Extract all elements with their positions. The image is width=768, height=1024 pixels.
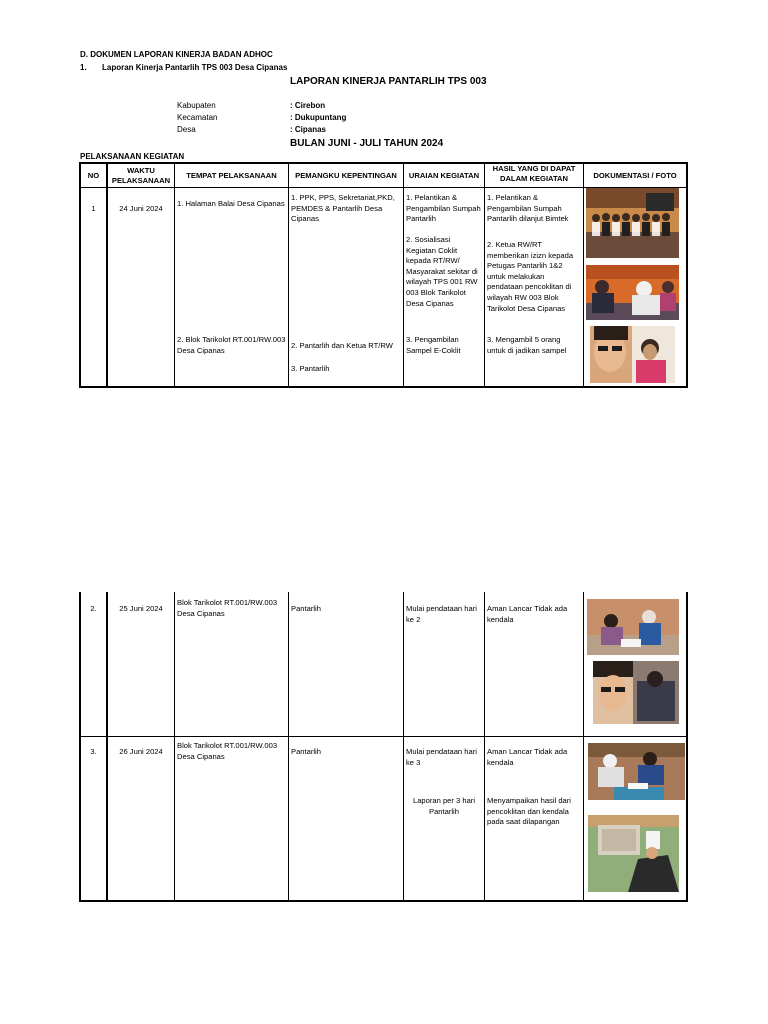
info-value-desa: : Cipanas [290,125,327,134]
row2-uraian: Mulai pendataan hari ke 2 [406,604,477,624]
row1-pemangku-2: 2. Pantarlih dan Ketua RT/RW [291,341,393,350]
photo-pendataan-hari-2a [587,599,679,655]
col-header-dokumentasi: DOKUMENTASI / FOTO [593,170,677,180]
photo-pendataan-hari-2b [593,661,679,724]
period-title: BULAN JUNI - JULI TAHUN 2024 [290,138,444,149]
table-border-bottom [79,900,688,902]
col-divider [484,592,485,901]
col-divider [583,162,584,387]
main-title: LAPORAN KINERJA PANTARLIH TPS 003 [290,76,487,87]
col-header-waktu: WAKTU PELAKSANAAN [111,165,171,185]
row1-uraian-1: 1. Pelantikan & Pengambilan Sumpah Pantarlih [406,193,481,224]
row3-uraian-1: Mulai pendataan hari ke 3 [406,747,477,767]
section-title: D. DOKUMEN LAPORAN KINERJA BADAN ADHOC [80,50,273,59]
row2-no: 2. [90,604,97,613]
row3-no: 3. [90,747,97,756]
col-divider [403,592,404,901]
col-divider [583,592,584,901]
info-value-kecamatan: : Dukupuntang [290,113,347,122]
col-header-tempat: TEMPAT PELAKSANAAN [186,170,277,180]
photo-pendataan-hari-3 [588,743,685,800]
table-border-bottom [79,386,688,388]
row3-uraian-2: Laporan per 3 hari Pantarlih [412,796,476,816]
row3-hasil-2: Menyampaikan hasil dari pencoklitan dan kendala pada saat dilapangan [487,796,571,827]
row3-hasil-1: Aman Lancar Tidak ada kendala [487,747,568,767]
col-divider [106,162,108,388]
row-divider [79,736,688,737]
row1-hasil-1: 1. Pelantikan & Pengambilan Sumpah Pantarlih dilanjut Bimtek [487,193,569,224]
info-label-kabupaten: Kabupaten [177,101,216,110]
row3-tempat: Blok Tarikolot RT.001/RW.003 Desa Cipanas [177,741,278,761]
row1-waktu: 24 Juni 2024 [119,204,163,213]
table-border-right [686,592,688,902]
row1-tempat-1: 1. Halaman Balai Desa Cipanas [177,199,285,208]
photo-sosialisasi [586,265,679,320]
row1-uraian-2: 2. Sosialisasi Kegiatan Coklit kepada RT/RW/ Masyarakat sekitar di wilayah TPS 001 RW 003 Blok Tarikolot Desa Cipanas [406,235,478,308]
row2-waktu: 25 Juni 2024 [119,604,163,613]
col-divider [174,592,175,901]
col-divider [288,592,289,901]
row2-hasil: Aman Lancar Tidak ada kendala [487,604,568,624]
row1-no: 1 [91,204,96,213]
table-caption: PELAKSANAAN KEGIATAN [80,152,185,161]
subsection-title: Laporan Kinerja Pantarlih TPS 003 Desa Cipanas [102,63,288,72]
photo-sampel-ecoklit [590,326,675,383]
row1-hasil-3: 3. Mengambil 5 orang untuk di jadikan sampel [487,335,567,355]
info-value-kabupaten: : Cirebon [290,101,326,110]
row2-pemangku: Pantarlih [291,604,321,613]
col-divider [484,162,485,387]
row1-pemangku-3: 3. Pantarlih [291,364,330,373]
row3-pemangku: Pantarlih [291,747,321,756]
row2-tempat: Blok Tarikolot RT.001/RW.003 Desa Cipanas [177,598,278,618]
table-border-left [79,162,81,388]
photo-laporan-per-3-hari [588,815,679,892]
col-header-pemangku: PEMANGKU KEPENTINGAN [295,170,397,180]
table-border-right [686,162,688,388]
photo-pelantikan [586,188,679,258]
row1-pemangku-1: 1. PPK, PPS, Sekretariat,PKD, PEMDES & Pantarlih Desa Cipanas [291,193,395,224]
col-header-hasil: HASIL YANG DI DAPAT DALAM KEGIATAN [492,164,576,183]
row1-tempat-2: 2. Blok Tarikolot RT.001/RW.003 Desa Cipanas [177,335,286,355]
col-header-uraian: URAIAN KEGIATAN [408,170,480,180]
col-divider [403,162,404,387]
row1-hasil-2: 2. Ketua RW/RT memberikan izizn kepada Petugas Pantarlih 1&2 untuk melakukan pendataan pencoklitan di wilayah RW 003 Blok Tarikolot Desa Cipanas [487,240,574,313]
row1-uraian-3: 3. Pengambilan Sampel E-Coklit [406,335,461,355]
subsection-number: 1. [80,63,87,72]
info-label-desa: Desa [177,125,196,134]
info-label-kecamatan: Kecamatan [177,113,218,122]
col-divider [288,162,289,387]
row3-waktu: 26 Juni 2024 [119,747,163,756]
col-header-no: NO [87,170,100,180]
col-divider [174,162,175,387]
